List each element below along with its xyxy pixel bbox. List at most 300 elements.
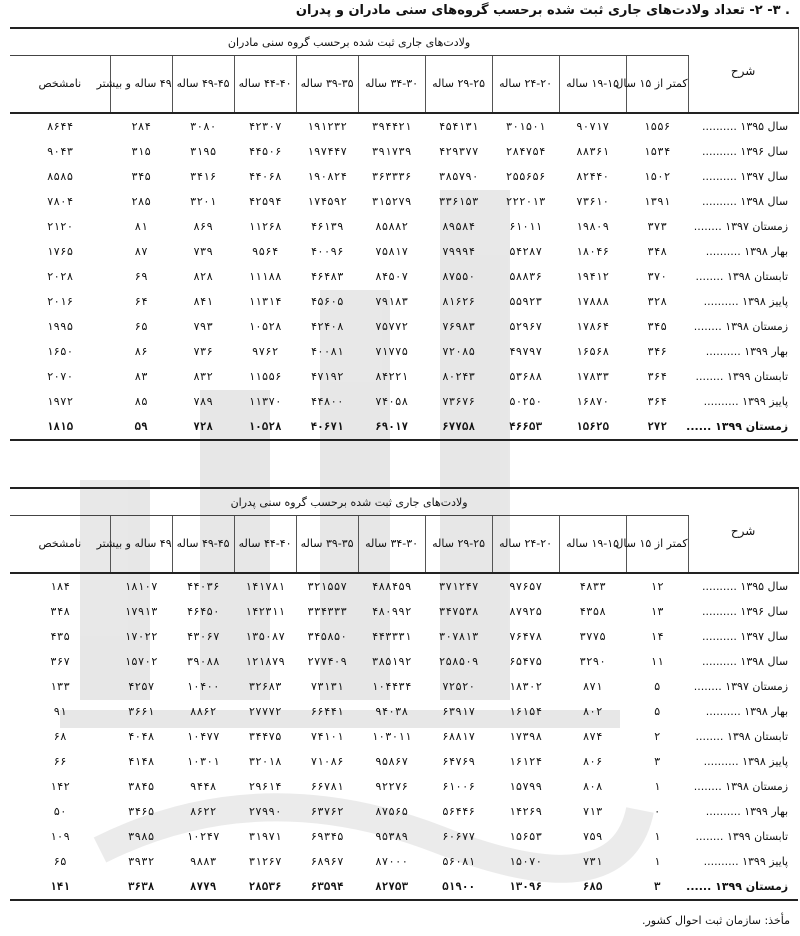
table-cell: ۱۳ <box>650 605 664 618</box>
table-cell: ۳۷۳ <box>647 220 668 233</box>
table-row <box>10 164 798 189</box>
column-header: ۲۴-۲۰ ساله <box>492 516 559 574</box>
row-label: بهار ۱۳۹۸ .......... <box>705 705 789 718</box>
table-cell: ۳۴۶۵ <box>127 805 155 818</box>
table-cell: ۴۷۱۹۲ <box>310 370 344 383</box>
table-row <box>10 189 798 214</box>
table-cell: ۴۶۶۵۳ <box>492 414 559 440</box>
table-cell: ۳۴۸ <box>647 245 668 258</box>
column-header: ۳۴-۳۰ ساله <box>358 56 425 114</box>
table-cell: ۶۸۹۶۷ <box>310 855 344 868</box>
table-cell: ۷۳۱۳۱ <box>310 680 344 693</box>
table-cell: ۱۰۴۴۳۴ <box>371 680 412 693</box>
table-cell: ۶۹۳۴۵ <box>310 830 344 843</box>
table-row <box>10 314 798 339</box>
column-header: ۴۹-۴۵ ساله <box>172 56 234 114</box>
table-cell: ۳۱۹۵ <box>189 145 217 158</box>
table-cell: ۱۰۵۲۸ <box>248 320 282 333</box>
table-cell: ۹۰۷۱۷ <box>576 120 610 133</box>
table-cell: ۰ <box>653 805 661 818</box>
table-cell: ۱۵۵۶ <box>643 120 671 133</box>
table-cell: ۱۰۴۷۷ <box>186 730 220 743</box>
table-cell: ۵۹ <box>110 414 172 440</box>
table-cell: ۷۶۹۸۳ <box>442 320 476 333</box>
table-cell: ۴۳۰۶۷ <box>186 630 220 643</box>
table-cell: ۳۹۰۸۸ <box>186 655 220 668</box>
table-cell: ۸۷۹۲۵ <box>509 605 543 618</box>
table-cell: ۱۰۳۰۱ <box>186 755 220 768</box>
table-cell: ۳۳۶۱۵۳ <box>438 195 479 208</box>
table-cell: ۸۰۲۴۳ <box>442 370 476 383</box>
table-cell: ۶۰۶۷۷ <box>442 830 476 843</box>
row-label: سال ۱۳۹۷ .......... <box>701 630 789 643</box>
table-cell: ۶۷۷۵۸ <box>425 414 492 440</box>
table-row <box>10 674 798 699</box>
table-cell: ۵۳۶۸۸ <box>509 370 543 383</box>
row-label: تابستان ۱۳۹۹ ........ <box>695 370 789 383</box>
table-cell: ۴۴۳۳۳۱ <box>371 630 412 643</box>
table-cell: ۸۴۵۰۷ <box>375 270 409 283</box>
table-cell: ۴۴۰۳۶ <box>186 580 220 593</box>
column-header: ۱۹-۱۵ ساله <box>559 56 626 114</box>
age-group-header: ولادت‌های جاری ثبت شده برحسب گروه سنی مادران <box>10 28 688 56</box>
table-cell: ۳ <box>653 755 661 768</box>
table-cell: ۱۱۱۸۸ <box>248 270 282 283</box>
row-label: زمستان ۱۳۹۸ ........ <box>693 780 789 793</box>
table-cell: ۳۶۳۸ <box>110 874 172 900</box>
table-cell: ۱۷۹۱۳ <box>124 605 158 618</box>
table-cell: ۱۸۰۴۶ <box>576 245 610 258</box>
table-cell: ۱۵۶۲۵ <box>559 414 626 440</box>
table-cell: ۲۰۲۸ <box>46 270 74 283</box>
table-cell: ۱۹۸۰۹ <box>576 220 610 233</box>
table-cell: ۳۲۱۵۵۷ <box>307 580 347 593</box>
table-cell: ۳۹۳۲ <box>127 855 155 868</box>
table-cell: ۴۴۵۰۶ <box>248 145 282 158</box>
table-cell: ۱۸۳۰۲ <box>509 680 543 693</box>
table-cell: ۱۵۰۲ <box>643 170 671 183</box>
table-cell: ۸۷۰۰۰ <box>375 855 409 868</box>
table-cell: ۱۳۵۰۸۷ <box>245 630 285 643</box>
table-cell: ۲۵۸۵۰۹ <box>438 655 479 668</box>
row-label: سال ۱۳۹۶ .......... <box>701 605 789 618</box>
table-cell: ۸۶۹ <box>193 220 214 233</box>
table-cell: ۸۵۸۵ <box>46 170 74 183</box>
table-cell: ۷۴۰۵۸ <box>375 395 409 408</box>
table-cell: ۷۳۶۱۰ <box>576 195 610 208</box>
table-cell: ۷۴۱۰۱ <box>310 730 344 743</box>
table-cell: ۱۴۲ <box>50 780 70 793</box>
table-row <box>10 264 798 289</box>
table-cell: ۳۲۸ <box>647 295 668 308</box>
table-cell: ۴۸۳۳ <box>579 580 606 593</box>
table-cell: ۵۰ <box>53 805 67 818</box>
table-cell: ۴۲۵۹۴ <box>248 195 282 208</box>
table-row <box>10 414 798 440</box>
table-cell: ۶۵ <box>53 855 67 868</box>
table-cell: ۸۷۱ <box>582 680 603 693</box>
table-cell: ۶۱۰۱۱ <box>509 220 543 233</box>
table-cell: ۲ <box>653 730 661 743</box>
table-cell: ۸۷۷۹ <box>172 874 234 900</box>
table-cell: ۵۵۹۲۳ <box>509 295 543 308</box>
table-cell: ۴۰۴۸ <box>127 730 155 743</box>
table-cell: ۸۶۴۴ <box>46 120 74 133</box>
table-cell: ۷۸۹ <box>193 395 214 408</box>
table-cell: ۱۸۱۰۷ <box>124 580 158 593</box>
table-cell: ۹۴۰۳۸ <box>375 705 409 718</box>
table-cell: ۱۳۳ <box>50 680 70 693</box>
sharh-header: شرح <box>688 28 798 113</box>
table-cell: ۱۵۷۰۲ <box>124 655 158 668</box>
table-cell: ۸۵۸۸۲ <box>375 220 409 233</box>
row-label: سال ۱۳۹۵ .......... <box>701 580 789 593</box>
table-cell: ۳۶۷ <box>50 655 70 668</box>
table-cell: ۱۸۱۵ <box>10 414 110 440</box>
table-cell: ۴۸۰۹۹۲ <box>371 605 412 618</box>
table-row <box>10 139 798 164</box>
table-cell: ۷۵۹ <box>582 830 603 843</box>
table-cell: ۱۷۸۶۴ <box>576 320 610 333</box>
table-row <box>10 599 798 624</box>
table-cell: ۱۰۳۰۱۱ <box>371 730 412 743</box>
table-cell: ۸۱ <box>134 220 148 233</box>
table-cell: ۶۶ <box>53 755 67 768</box>
table-cell: ۹۵۸۶۷ <box>375 755 409 768</box>
table-cell: ۱۱ <box>650 655 664 668</box>
row-label: زمستان ۱۳۹۹ ...... <box>688 874 798 900</box>
table-cell: ۱۶۱۲۴ <box>509 755 543 768</box>
table-cell: ۲۸۵۳۶ <box>234 874 296 900</box>
table-cell: ۲۲۲۰۱۳ <box>505 195 546 208</box>
table-cell: ۸۸۳۶۱ <box>576 145 610 158</box>
column-header: ۴۹-۴۵ ساله <box>172 516 234 574</box>
table-cell: ۶۵۴۷۵ <box>509 655 543 668</box>
table-cell: ۴۱۴۸ <box>127 755 155 768</box>
table-cell: ۳۱۲۶۷ <box>248 855 282 868</box>
table-cell: ۱۰۴۰۰ <box>186 680 220 693</box>
mothers-age-table <box>10 27 799 441</box>
table-row <box>10 749 798 774</box>
table-cell: ۶۶۴۴۱ <box>310 705 344 718</box>
table-cell: ۱۷۰۲۲ <box>124 630 158 643</box>
table-cell: ۲۷۲ <box>626 414 688 440</box>
table-cell: ۷۳۶ <box>193 345 214 358</box>
table-cell: ۱۵۷۹۹ <box>509 780 543 793</box>
table-cell: ۵۶۴۴۶ <box>442 805 476 818</box>
table-cell: ۴۹۷۹۷ <box>509 345 543 358</box>
mothers-column-header-row <box>10 56 798 114</box>
row-label: پاییز ۱۳۹۸ .......... <box>703 295 789 308</box>
column-header: ۲۹-۲۵ ساله <box>425 56 492 114</box>
table-cell: ۴۰۰۸۱ <box>310 345 344 358</box>
row-label: سال ۱۳۹۸ .......... <box>701 655 789 668</box>
table-cell: ۴۰۰۹۶ <box>310 245 344 258</box>
table-cell: ۴۶۴۸۳ <box>310 270 344 283</box>
row-label: زمستان ۱۳۹۸ ........ <box>693 320 789 333</box>
table-cell: ۲۸۵ <box>131 195 152 208</box>
table-cell: ۸۷۵۶۵ <box>375 805 409 818</box>
age-group-header: ولادت‌های جاری ثبت شده برحسب گروه سنی پدران <box>10 488 688 516</box>
table-cell: ۸۷۴ <box>582 730 603 743</box>
table-cell: ۷۱۰۸۶ <box>310 755 344 768</box>
table-cell: ۳۱۵ <box>131 145 152 158</box>
column-header: ۱۹-۱۵ ساله <box>559 516 626 574</box>
column-header: ۲۴-۲۰ ساله <box>492 56 559 114</box>
table-cell: ۳۶۴ <box>647 370 668 383</box>
table-row <box>10 774 798 799</box>
table-cell: ۱۱۳۱۴ <box>248 295 282 308</box>
table-cell: ۳۴۶ <box>647 345 668 358</box>
table-cell: ۱۶۸۷۰ <box>576 395 610 408</box>
table-cell: ۷۳۱ <box>582 855 603 868</box>
page-title: . ۳- ۲- تعداد ولادت‌های جاری ثبت شده برحسب گروه‌های سنی مادران و پدران <box>295 3 790 18</box>
table-cell: ۶۸۸۱۷ <box>442 730 476 743</box>
table-cell: ۶۵ <box>134 320 148 333</box>
table-cell: ۱۷۸۳۳ <box>576 370 610 383</box>
table-cell: ۱۰۲۴۷ <box>186 830 220 843</box>
table-cell: ۳۰۸۰ <box>189 120 217 133</box>
table-cell: ۱۶۵۶۸ <box>576 345 610 358</box>
table-cell: ۳۴۴۷۵ <box>248 730 282 743</box>
table-cell: ۶۸۵ <box>559 874 626 900</box>
table-cell: ۱۹۷۴۴۷ <box>307 145 347 158</box>
table-cell: ۳۴۷۵۳۸ <box>438 605 479 618</box>
table-cell: ۸۷ <box>134 245 148 258</box>
table-cell: ۴۰۶۷۱ <box>296 414 358 440</box>
table-cell: ۷۹۳ <box>193 320 214 333</box>
table-cell: ۳۹۱۷۳۹ <box>371 145 412 158</box>
table-cell: ۱۵۰۷۰ <box>509 855 543 868</box>
row-label: بهار ۱۳۹۹ .......... <box>705 345 789 358</box>
table-cell: ۳ <box>626 874 688 900</box>
row-label: تابستان ۱۳۹۹ ........ <box>695 830 789 843</box>
table-cell: ۳۶۶۱ <box>127 705 155 718</box>
table-cell: ۱۹۰۸۲۴ <box>307 170 347 183</box>
table-cell: ۸۲۷۵۳ <box>358 874 425 900</box>
table-cell: ۸۲۸ <box>193 270 214 283</box>
column-header: نامشخص <box>10 516 110 574</box>
table-cell: ۱۸۴ <box>50 580 70 593</box>
row-label: تابستان ۱۳۹۸ ........ <box>695 270 789 283</box>
table-cell: ۱۱۲۶۸ <box>248 220 282 233</box>
table-row <box>10 239 798 264</box>
table-cell: ۲۷۷۴۰۹ <box>307 655 347 668</box>
table-cell: ۳۸۴۵ <box>127 780 155 793</box>
column-header: ۴۴-۴۰ ساله <box>234 516 296 574</box>
table-row <box>10 113 798 139</box>
table-cell: ۳۷۱۲۴۷ <box>438 580 479 593</box>
table-row <box>10 214 798 239</box>
table-cell: ۴۵۶۰۵ <box>310 295 344 308</box>
table-cell: ۳۰۱۵۰۱ <box>505 120 546 133</box>
table-cell: ۸۴۲۲۱ <box>375 370 409 383</box>
table-cell: ۸۸۶۲ <box>189 705 217 718</box>
table-cell: ۷۶۴۷۸ <box>509 630 543 643</box>
table-cell: ۵۸۸۳۶ <box>509 270 543 283</box>
table-cell: ۹۲۲۷۶ <box>375 780 409 793</box>
table-cell: ۲۷۹۹۰ <box>248 805 282 818</box>
table-cell: ۴۵۴۱۳۱ <box>438 120 479 133</box>
table-row <box>10 649 798 674</box>
table-cell: ۲۸۴۷۵۴ <box>505 145 546 158</box>
row-label: بهار ۱۳۹۸ .......... <box>705 245 789 258</box>
table-cell: ۶۳۹۱۷ <box>442 705 476 718</box>
table-cell: ۱۹۷۲ <box>46 395 74 408</box>
table-cell: ۱۳۹۱ <box>643 195 671 208</box>
table-cell: ۳۷۷۵ <box>579 630 606 643</box>
table-cell: ۱۷۶۵ <box>46 245 74 258</box>
table-cell: ۸۳۲ <box>193 370 214 383</box>
table-row <box>10 624 798 649</box>
table-row <box>10 874 798 900</box>
table-cell: ۱۵۳۴ <box>643 145 671 158</box>
table-cell: ۷۵۷۷۲ <box>375 320 409 333</box>
table-cell: ۵۶۰۸۱ <box>442 855 476 868</box>
table-cell: ۴۶۴۵۰ <box>186 605 220 618</box>
row-label: زمستان ۱۳۹۹ ...... <box>688 414 798 440</box>
column-header: ۴۹ ساله و بیشتر <box>110 516 172 574</box>
mothers-group-header-row <box>10 28 798 56</box>
table-cell: ۳۲۹۰ <box>579 655 606 668</box>
table-cell: ۸۰۸ <box>582 780 603 793</box>
table-cell: ۲۸۴ <box>131 120 152 133</box>
table-cell: ۷۹۱۸۳ <box>375 295 409 308</box>
table-cell: ۶۸ <box>53 730 67 743</box>
table-cell: ۳۸۵۷۹۰ <box>438 170 479 183</box>
table-cell: ۱۲۱۸۷۹ <box>245 655 285 668</box>
table-row <box>10 364 798 389</box>
table-cell: ۱۱۵۵۶ <box>248 370 282 383</box>
table-row <box>10 573 798 599</box>
sharh-header: شرح <box>688 488 798 573</box>
table-cell: ۱۴۱۷۸۱ <box>245 580 285 593</box>
table-cell: ۷۸۰۴ <box>46 195 74 208</box>
table-cell: ۶۴۷۶۹ <box>442 755 476 768</box>
fathers-age-table <box>10 487 799 901</box>
table-cell: ۹۵۳۸۹ <box>375 830 409 843</box>
column-header: ۴۴-۴۰ ساله <box>234 56 296 114</box>
column-header: ۳۹-۳۵ ساله <box>296 516 358 574</box>
row-label: پاییز ۱۳۹۹ .......... <box>703 855 789 868</box>
table-cell: ۴۲۵۷ <box>127 680 155 693</box>
column-header: ۳۹-۳۵ ساله <box>296 56 358 114</box>
table-row <box>10 724 798 749</box>
table-cell: ۶۱۰۰۶ <box>442 780 476 793</box>
table-cell: ۳۱۹۷۱ <box>248 830 282 843</box>
table-cell: ۱۷۴۵۹۲ <box>307 195 347 208</box>
table-cell: ۳۱۵۲۷۹ <box>371 195 412 208</box>
table-cell: ۱۵۶۵۳ <box>509 830 543 843</box>
table-cell: ۸۴۱ <box>193 295 214 308</box>
table-cell: ۶۳۷۶۲ <box>310 805 344 818</box>
table-cell: ۴۳۵۸ <box>579 605 606 618</box>
table-cell: ۱۷۳۹۸ <box>509 730 543 743</box>
table-cell: ۱۰۵۲۸ <box>234 414 296 440</box>
table-cell: ۹۷۶۲ <box>251 345 279 358</box>
table-row <box>10 849 798 874</box>
table-cell: ۱۳۰۹۶ <box>492 874 559 900</box>
table-cell: ۶۳۵۹۴ <box>296 874 358 900</box>
table-cell: ۱۶۵۰ <box>46 345 74 358</box>
table-cell: ۵۲۹۶۷ <box>509 320 543 333</box>
table-cell: ۳۴۵ <box>647 320 668 333</box>
table-cell: ۸۶ <box>134 345 148 358</box>
table-cell: ۱۹۱۲۳۲ <box>307 120 347 133</box>
table-row <box>10 799 798 824</box>
table-cell: ۴۶۱۳۹ <box>310 220 344 233</box>
row-label: سال ۱۳۹۶ .......... <box>701 145 789 158</box>
table-cell: ۱۹۹۵ <box>46 320 74 333</box>
table-cell: ۱۴۱ <box>10 874 110 900</box>
table-cell: ۱ <box>653 780 661 793</box>
row-label: زمستان ۱۳۹۷ ........ <box>693 220 789 233</box>
table-cell: ۶۶۷۸۱ <box>310 780 344 793</box>
column-header: کمتر از ۱۵ سال <box>626 56 688 114</box>
table-cell: ۳۴۵ <box>131 170 152 183</box>
table-row <box>10 339 798 364</box>
table-cell: ۲۱۲۰ <box>46 220 74 233</box>
column-header: کمتر از ۱۵ سال <box>626 516 688 574</box>
table-cell: ۷۲۸ <box>172 414 234 440</box>
table-cell: ۵ <box>653 705 661 718</box>
row-label: سال ۱۳۹۷ .......... <box>701 170 789 183</box>
table-cell: ۳۹۴۴۲۱ <box>371 120 412 133</box>
table-cell: ۳۴۵۸۵۰ <box>307 630 347 643</box>
table-row <box>10 289 798 314</box>
table-cell: ۸۲۴۴۰ <box>576 170 610 183</box>
row-label: پاییز ۱۳۹۹ .......... <box>703 395 789 408</box>
table-cell: ۳۶۴ <box>647 395 668 408</box>
row-label: زمستان ۱۳۹۷ ........ <box>693 680 789 693</box>
table-row <box>10 824 798 849</box>
table-cell: ۷۳۹ <box>193 245 214 258</box>
table-cell: ۸۷۵۵۰ <box>442 270 476 283</box>
table-cell: ۱۲ <box>650 580 664 593</box>
table-cell: ۸۶۲۲ <box>189 805 217 818</box>
table-cell: ۴۴۸۰۰ <box>310 395 344 408</box>
table-cell: ۳۸۵۱۹۲ <box>371 655 412 668</box>
table-cell: ۹۱ <box>53 705 67 718</box>
table-cell: ۳۹۸۵ <box>127 830 155 843</box>
table-cell: ۳۴۱۶ <box>189 170 217 183</box>
table-cell: ۷۳۶۷۶ <box>442 395 476 408</box>
table-cell: ۷۱۷۷۵ <box>375 345 409 358</box>
table-cell: ۳۳۴۳۳۳ <box>307 605 347 618</box>
table-cell: ۳۴۸ <box>50 605 70 618</box>
table-cell: ۱۶۱۵۴ <box>509 705 543 718</box>
table-cell: ۲۰۱۶ <box>46 295 74 308</box>
row-label: تابستان ۱۳۹۸ ........ <box>695 730 789 743</box>
table-cell: ۳۲۰۱ <box>189 195 217 208</box>
table-cell: ۲۹۶۱۴ <box>248 780 282 793</box>
table-cell: ۵ <box>653 680 661 693</box>
row-label: سال ۱۳۹۸ .......... <box>701 195 789 208</box>
table-cell: ۲۰۷۰ <box>46 370 74 383</box>
table-cell: ۱ <box>653 830 661 843</box>
table-cell: ۴۸۸۴۵۹ <box>371 580 412 593</box>
table-cell: ۶۹۰۱۷ <box>358 414 425 440</box>
table-cell: ۱۴ <box>650 630 664 643</box>
table-cell: ۳۲۶۸۳ <box>248 680 282 693</box>
table-cell: ۳۲۰۱۸ <box>248 755 282 768</box>
table-cell: ۹۵۶۴ <box>251 245 279 258</box>
table-cell: ۸۰۶ <box>582 755 603 768</box>
fathers-column-header-row <box>10 516 798 574</box>
table-cell: ۶۴ <box>134 295 148 308</box>
column-header: نامشخص <box>10 56 110 114</box>
table-cell: ۵۰۲۵۰ <box>509 395 543 408</box>
